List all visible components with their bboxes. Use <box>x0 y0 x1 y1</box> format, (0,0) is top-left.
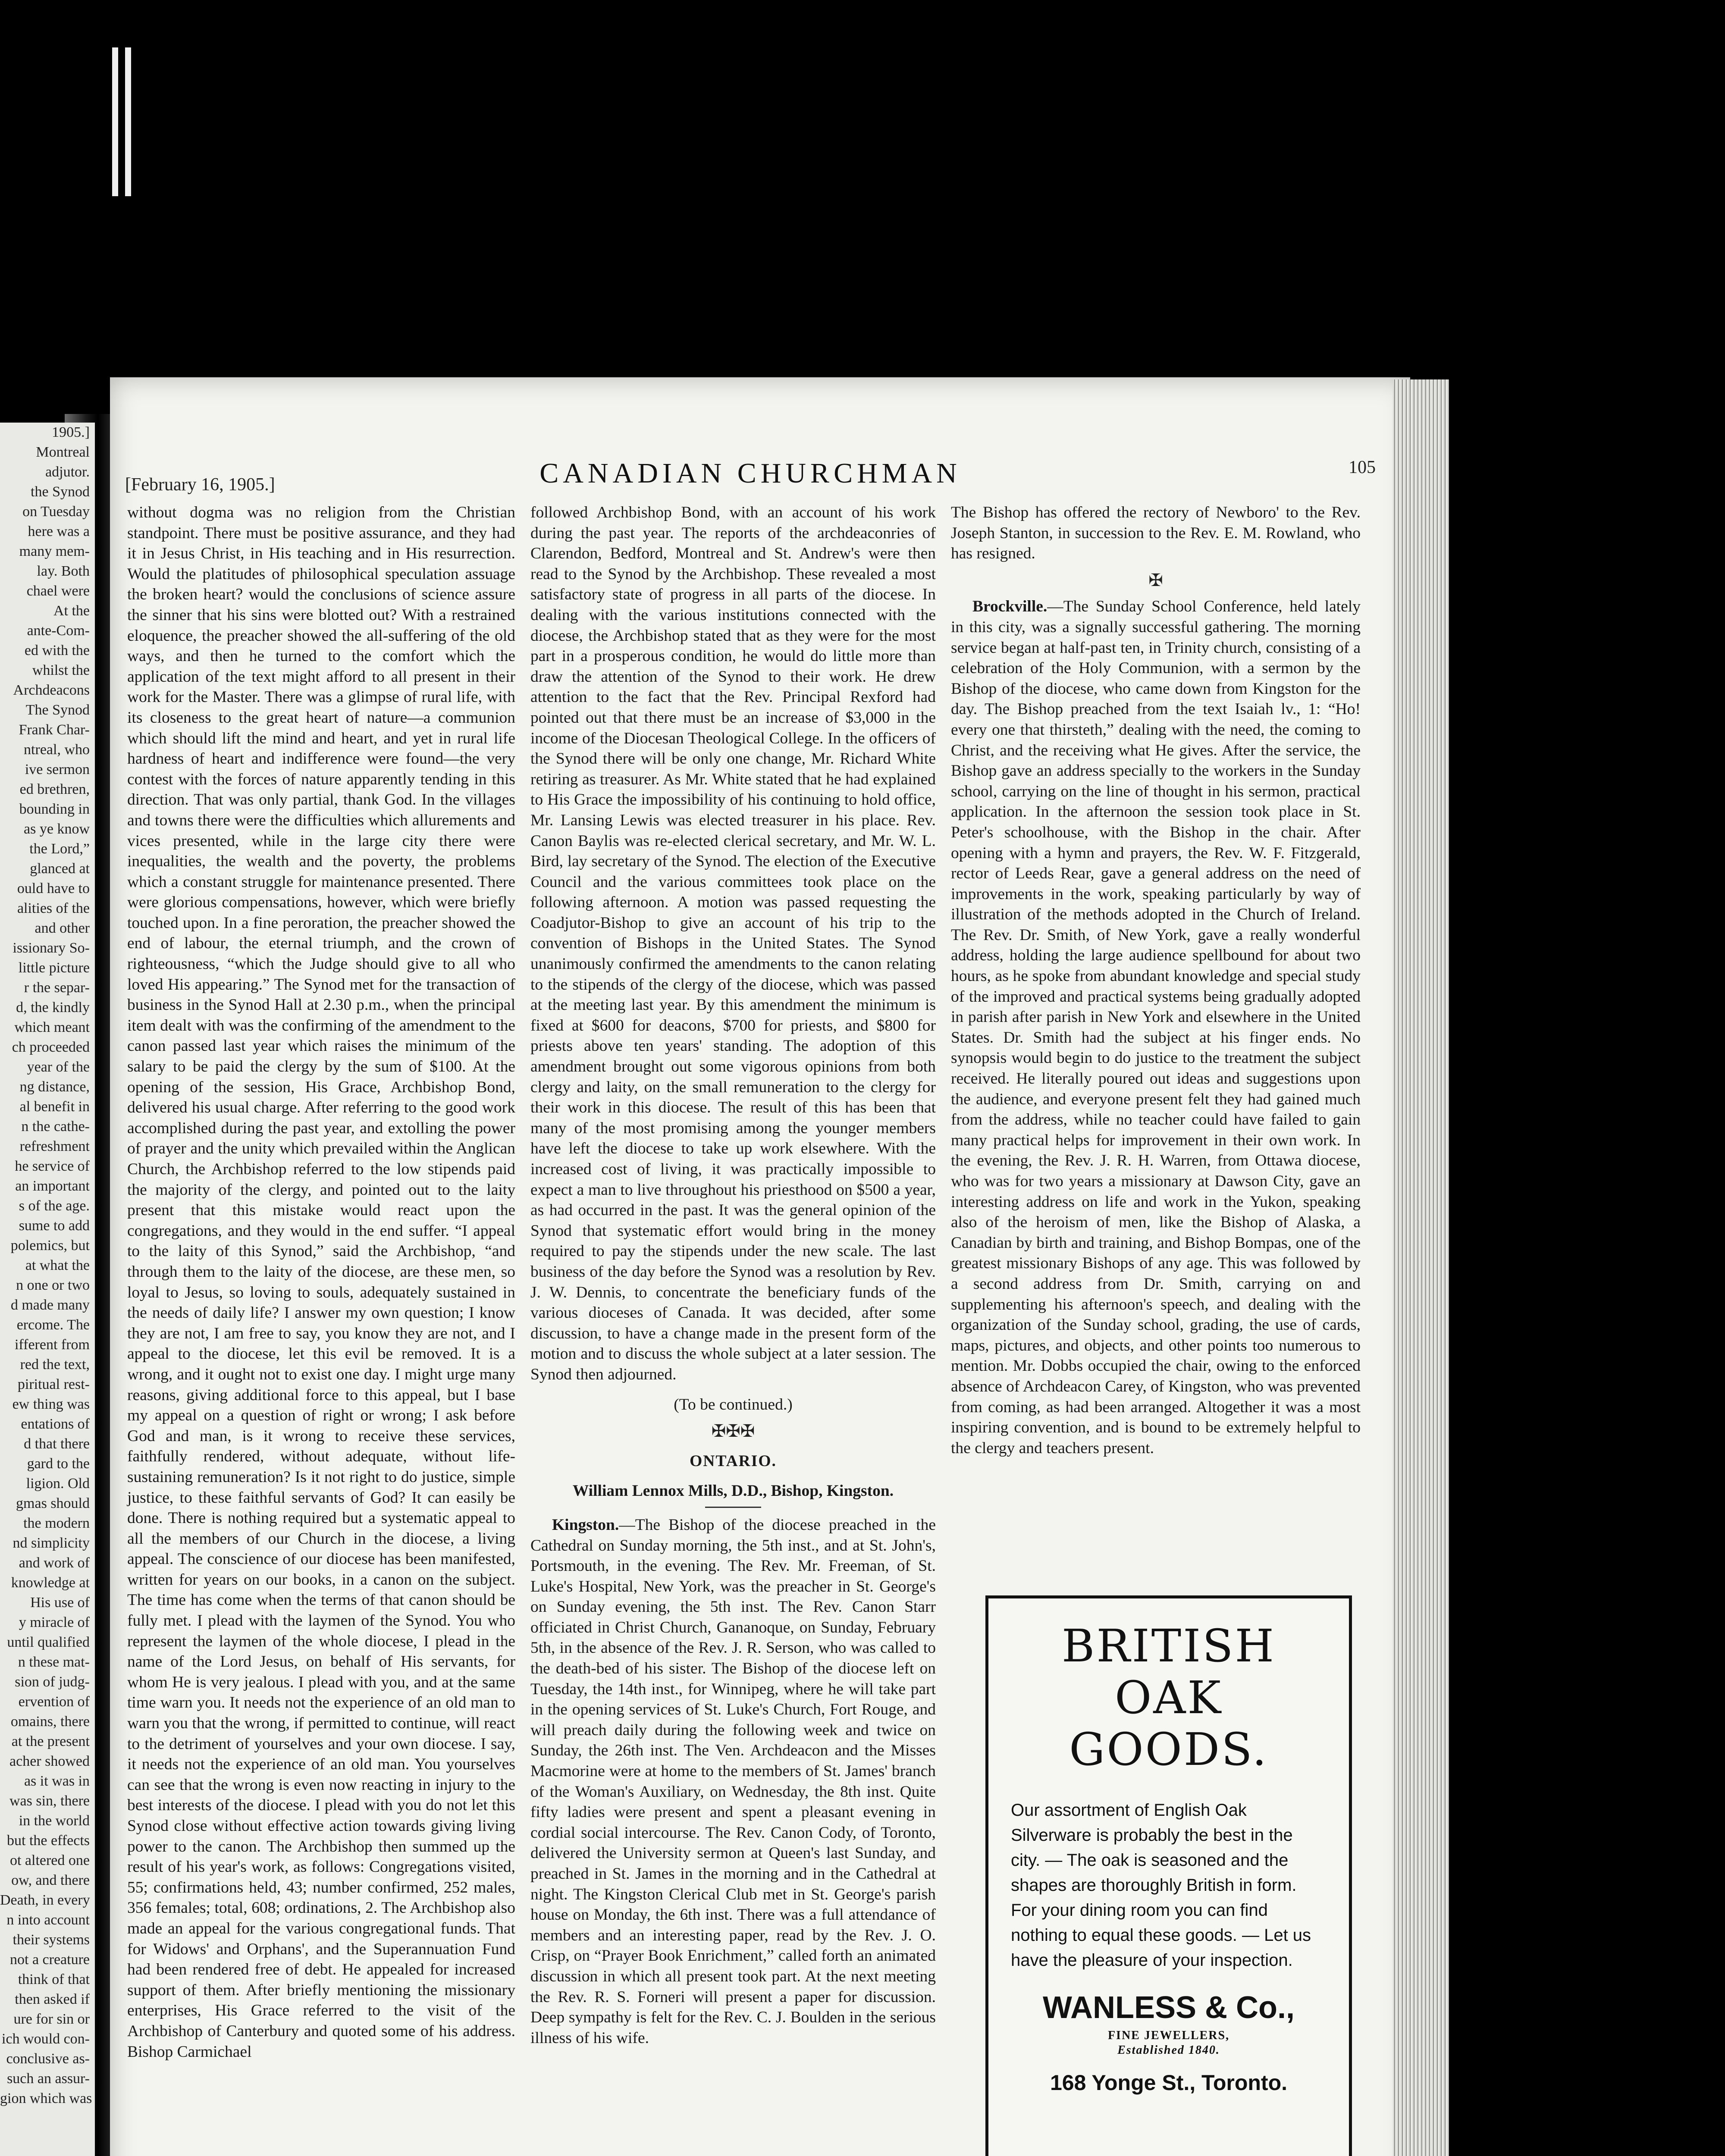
left-page-line: little picture <box>18 960 90 976</box>
brockville-lead: Brockville. <box>972 598 1048 616</box>
left-page-line: the Synod <box>31 484 90 500</box>
left-page-line: year of the <box>27 1059 90 1075</box>
left-page-line: n these mat- <box>18 1654 90 1670</box>
left-page-line: at what the <box>25 1257 90 1273</box>
left-page-line: alities of the <box>17 900 90 916</box>
left-page-line: the modern <box>23 1515 90 1531</box>
left-page-line: as ye know <box>24 821 90 837</box>
left-page-line: entations of <box>21 1416 90 1432</box>
left-page-line: he service of <box>15 1158 90 1174</box>
left-page-line: ew thing was <box>12 1396 90 1412</box>
left-page-line: y miracle of <box>19 1614 90 1630</box>
left-page-line: then asked if <box>15 1991 90 2007</box>
ornament-divider: ✠ <box>1148 570 1163 590</box>
left-page-line: Frank Char- <box>19 722 90 738</box>
left-page-line: red the text, <box>20 1357 90 1373</box>
left-page-line: omains, there <box>10 1714 90 1730</box>
ad-company: WANLESS & Co., <box>1042 1990 1295 2025</box>
brockville-text: —The Sunday School Conference, held lately in this city, was a signally successful gathering. The morning service began at half-past ten, in Trinity church, consisting of a celebration of the Holy Communion, with a sermon by the Bishop of the diocese, who came down from Kingston for the day. The Bishop preached from the text Isaiah lv., 1: “Ho! every one that thirsteth,” dealing with the need, the coming to Christ, and the receiving what He gives. After the service, the Bishop gave an address specially to the workers in the Sunday school, carrying on the line of thought in his sermon, practical application. In the afternoon the session took place in St. Peter's schoolhouse, with the Bishop in the chair. After opening with a hymn and prayers, the Rev. W. F. Fitzgerald, rector of Leeds Rear, gave a general address on the need of improvements in the work, speaking particularly by way of illustration of the methods adopted in the Church of Ireland. The Rev. Dr. Smith, of New York, gave a really wonderful address, holding the large audience spellbound for about two hours, as he spoke from abundant knowledge and special study of the improved and practical systems being gradually adopted in parish after parish in New York and elsewhere in the United States. Dr. Smith had the subject at his finger ends. No synopsis would begin to do justice to the treatment the subject received. He literally poured out ideas and suggestions upon the audience, and everyone present felt they had gained much from the address, while no teacher could have failed to gain many practical helps for improvement in their own work. In the evening, the Rev. J. R. H. Warren, from Ottawa diocese, who was for two years a missionary at Dawson City, gave an interesting address on life and work in the Yukon, speaking also of the heroism of men, like the Bishop of Alaska, a Canadian by birth and training, and Bishop Bompas, one of the greatest missionary Bishops of any age. This was followed by a second address from Dr. Smith, carrying on and supplementing his afternoon's speech, and dealing with the organization of the Sunday school, grading, the use of cards, maps, pictures, and objects, and other points too numerous to mention. Mr. Dobbs occupied the chair, owing to the enforced absence of Archdeacon Carey, of Kingston, who was prevented from coming, as had been arranged. Altogether it was a most inspiring convention, and is bound to be extremely helpful to the clergy and teachers present. <box>951 598 1361 1457</box>
left-page-line: in the world <box>19 1813 90 1829</box>
left-page-line: an important <box>15 1178 90 1194</box>
left-page-line: d made many <box>10 1297 90 1313</box>
ad-established: Established 1840. <box>1117 2043 1220 2057</box>
film-marker <box>125 47 131 196</box>
left-page-line: chael were <box>26 583 90 599</box>
film-marker <box>112 47 118 196</box>
page-stack-edge <box>1393 379 1449 2156</box>
issue-date: [February 16, 1905.] <box>125 475 275 495</box>
left-page-line: 1905.] <box>52 424 90 440</box>
left-page-line: nd simplicity <box>13 1535 90 1551</box>
section-heading-ontario: ONTARIO. <box>690 1452 777 1470</box>
page-header <box>125 448 1376 496</box>
column-2-text: followed Archbishop Bond, with an account of his work during the past year. The reports of the archdeaconries of Clarendon, Bedford, Montreal and St. Andrew's were then read to the Synod by the Archbishop. These revealed a most satisfactory state of progress in all parts of the diocese. In dealing with the various institutions connected with the diocese, the Archbishop stated that as they were for the most part in a prosperous condition, he would do little more than draw the attention of the Synod to their work. He drew attention to the fact that the Rev. Principal Rexford had pointed out that there must be an increase of $3,000 in the income of the Diocesan Theological College. In the officers of the Synod there will be only one change, Mr. Richard White retiring as treasurer. As Mr. White stated that he had explained to His Grace the impossibility of his continuing to hold office, Mr. Lansing Lewis was elected treasurer in his place. Rev. Canon Baylis was re-elected clerical secretary, and Mr. W. L. Bird, lay secretary of the Synod. The election of the Executive Council and the various committees took place on the following afternoon. A motion was passed requesting the Coadjutor-Bishop to give an account of his trip to the convention of Bishops in the United States. The Synod unanimously confirmed the amendments to the canon relating to the stipends of the clergy of the diocese, which was passed at the meeting last year. By this amendment the minimum is fixed at $600 for deacons, $700 for priests, and $800 for priests above ten years' standing. The adoption of this amendment brought out some vigorous opinions from both clergy and laity, on the small remuneration to the clergy for their work in this diocese. The result of this has been that many of the most promising among the younger members have left the diocese to take up work elsewhere. With the increased cost of living, it was practically impossible to expect a man to live throughout his priesthood on $500 a year, as had occurred in the past. It was the general opinion of the Synod that systematic effort would bring in the money required to pay the stipends under the new scale. The last business of the day before the Synod was a resolution by Rev. J. W. Dennis, to concentrate the beneficiary funds of the various dioceses of Canada. It was decided, after some discussion, to have a change made in the present form of the motion and to discuss the whole subject at a later session. The Synod then adjourned. <box>530 504 936 1383</box>
ad-headline-line1: BRITISH OAK <box>1061 1620 1276 1724</box>
column-1 <box>127 502 515 2156</box>
left-page-line: ante-Com- <box>27 623 90 639</box>
left-page-line: ot altered one <box>9 1852 90 1868</box>
left-page-line: not a creature <box>10 1952 90 1968</box>
left-page-line: s of the age. <box>19 1198 90 1214</box>
left-page-line: Death, in every <box>0 1892 90 1908</box>
left-page-line: and work of <box>19 1555 90 1571</box>
left-page-line: ch proceeded <box>12 1039 90 1055</box>
kingston-lead: Kingston. <box>552 1516 619 1534</box>
left-page-line: sume to add <box>19 1218 90 1234</box>
left-page-line: n into account <box>6 1912 90 1928</box>
left-page-line: which meant <box>14 1019 90 1035</box>
left-page-line: ng distance, <box>19 1079 90 1095</box>
left-page-line: Montreal <box>36 444 90 460</box>
divider-rule <box>705 1507 761 1508</box>
left-page-line: piritual rest- <box>17 1376 90 1392</box>
left-page-line: adjutor. <box>45 464 90 480</box>
ornament-divider: ✠✠✠ <box>711 1421 755 1441</box>
left-page-line: and other <box>34 920 90 936</box>
left-page-line: many mem- <box>19 543 90 559</box>
left-page-line: until qualified <box>7 1634 90 1650</box>
left-page-line: ow, and there <box>11 1872 90 1888</box>
left-page-line: d that there <box>24 1436 90 1452</box>
left-page-line: issionary So- <box>13 940 90 956</box>
left-page-line: n one or two <box>16 1277 90 1293</box>
left-page-line: was sin, there <box>9 1793 90 1809</box>
left-page-line: as it was in <box>24 1773 90 1789</box>
left-page-line: ercome. The <box>16 1317 90 1333</box>
left-page-line: gmas should <box>16 1495 90 1511</box>
left-page-line: ive sermon <box>25 761 90 777</box>
left-page-line: r the separ- <box>24 980 90 996</box>
left-page-line: Archdeacons <box>13 682 90 698</box>
left-page-line: glanced at <box>30 861 90 877</box>
left-page-line: ligion. Old <box>26 1476 90 1492</box>
left-page-line: such an assur- <box>7 2071 90 2087</box>
ad-headline-line2: GOODS. <box>1069 1723 1268 1776</box>
left-page-line: refreshment <box>19 1138 90 1154</box>
left-page-fragment <box>0 423 95 2156</box>
left-page-line: acher showed <box>9 1753 90 1769</box>
left-page-line: n the cathe- <box>21 1119 90 1134</box>
left-page-line: d, the kindly <box>16 1000 90 1015</box>
left-page-line: ntreal, who <box>24 742 90 758</box>
kingston-article <box>530 1515 936 2048</box>
left-page-line: on Tuesday <box>22 504 90 520</box>
left-page-line: The Synod <box>25 702 90 718</box>
left-page-line: at the present <box>11 1733 90 1749</box>
ad-address: 168 Yonge St., Toronto. <box>1050 2071 1288 2095</box>
newboro-notice: The Bishop has offered the rectory of Newboro' to the Rev. Joseph Stanton, in succession to the Rev. E. M. Rowland, who has resigned. <box>951 504 1361 563</box>
left-page-line: ed brethren, <box>19 781 90 797</box>
left-page-line: ervention of <box>18 1694 90 1710</box>
left-page-line: ure for sin or <box>13 2011 90 2027</box>
left-page-line: lay. Both <box>37 563 90 579</box>
column-2 <box>530 502 936 2156</box>
left-page-line: ich would con- <box>2 2031 90 2047</box>
ad-body: Our assortment of English Oak Silverware is probably the best in the city. — The oak is seasoned and the shapes are thoroughly British in form. For your dining room you can find nothing to equal these goods. — Let us have the pleasure of your inspection. <box>1011 1801 1311 1970</box>
page-number: 105 <box>1349 458 1376 477</box>
wanless-advertisement <box>985 1595 1352 2156</box>
ad-tagline: FINE JEWELLERS, <box>1107 2029 1230 2042</box>
left-page-line: here was a <box>28 523 90 539</box>
left-page-line: knowledge at <box>11 1575 90 1591</box>
left-page-line: gard to the <box>27 1456 90 1472</box>
kingston-text: —The Bishop of the diocese preached in the Cathedral on Sunday morning, the 5th inst., and at St. John's, Portsmouth, in the evening. The Rev. Mr. Freeman, of St. Luke's Hospital, New York, was the preacher in St. George's on Sunday evening, the 5th inst. The Rev. Canon Starr officiated in Christ Church, Gananoque, on Sunday, February 5th, in the absence of the Rev. J. R. Serson, who was called to the death-bed of his sister. The Bishop of the diocese left on Tuesday, the 14th inst., for Winnipeg, where he will take part in the opening services of St. Luke's Church, Fort Rouge, and will preach daily during the following week and twice on Sunday, the 26th inst. The Ven. Archdeacon and the Misses Macmorine were at home to the members of St. James' branch of the Woman's Auxiliary, on Wednesday, the 8th inst. Quite fifty ladies were present and spent a pleasant evening in cordial social intercourse. The Rev. Canon Cody, of Toronto, delivered the University sermon at Queen's last Sunday, and preached in St. James in the morning and in the Cathedral at night. The Kingston Clerical Club met in St. George's parish house on Monday, the 6th inst. There was a full attendance of members and an interesting paper, read by the Rev. J. O. Crisp, on “Prayer Book Enrichment,” called forth an animated discussion in which all present took part. At the next meeting the Rev. R. S. Forneri will present a paper for discussion. Deep sympathy is felt for the Rev. C. J. Boulden in the serious illness of his wife. <box>530 1516 936 2047</box>
left-page-line: think of that <box>18 1971 90 1987</box>
left-page-line: bounding in <box>19 801 90 817</box>
left-page-line: the Lord,” <box>29 841 90 857</box>
left-page-line: their systems <box>13 1932 90 1948</box>
left-page-line: whilst the <box>32 662 90 678</box>
left-page-line: polemics, but <box>10 1238 90 1253</box>
left-page-line: ifferent from <box>14 1337 90 1353</box>
left-page-line: ed with the <box>24 642 90 658</box>
left-page-line: ould have to <box>17 881 90 896</box>
brockville-article <box>951 596 1361 1458</box>
left-page-line: al benefit in <box>19 1099 90 1115</box>
bishop-byline: William Lennox Mills, D.D., Bishop, Kingston. <box>572 1482 894 1500</box>
left-page-line: but the effects <box>7 1833 90 1849</box>
left-page-line: His use of <box>30 1595 90 1611</box>
left-page-line: sion of judg- <box>15 1674 90 1690</box>
masthead-title: CANADIAN CHURCHMAN <box>539 458 961 489</box>
to-be-continued: (To be continued.) <box>674 1395 793 1413</box>
column-1-text: without dogma was no religion from the Christian standpoint. There must be positive assurance, and they had it in Jesus Christ, in His teaching and in His resurrection. Would the platitudes of philosophical speculation assuage the broken heart? would the conclusions of science assure the sinner that his sins were blotted out? With a restrained eloquence, the preacher showed the all-suffering of the old ways, and then he turned to the comfort which the application of the text might afford to all present in their work for the Master. There was a glimpse of rural life, with its closeness to the great heart of nature—a communion which should lift the mind and heart, and yet in rural life hardness of heart and indifference were found—the very contest with the forces of nature apparently tending in this direction. That was only partial, thank God. In the villages and towns there were the difficulties which allurements and vices presented, while in the large city there were inequalities, the wealth and the poverty, the problems which a constant struggle for maintenance presented. There were glorious compensations, however, which were briefly touched upon. In a fine peroration, the preacher showed the end of labour, the eternal triumph, and the crown of righteousness, “which the Judge should give to all who loved His appearing.” The Synod met for the transaction of business in the Synod Hall at 2.30 p.m., when the principal item dealt with was the confirming of the amendment to the canon passed last year which raises the minimum of the salary to be paid the clergy by the sum of $100. At the opening of the session, His Grace, Archbishop Bond, delivered his usual charge. After referring to the good work accomplished during the past year, and extolling the power of prayer and the unity which prevailed within the Anglican Church, the Archbishop referred to the low stipends paid the majority of the clergy, and pointed out to the laity present that this mistake would react upon the congregations, and they would in the end suffer. “I appeal to the laity of this Synod,” said the Archbishop, “and through them to the laity of the diocese, are these men, so loyal to Jesus, so loving to souls, adequately sustained in the needs of daily life? I answer my own question; I know they are not, I am free to say, you know they are not, and I appeal to the diocese, let this evil be removed. It is a wrong, and it ought not to exist one day. I might urge many reasons, giving additional force to this appeal, but I base my appeal on a question of right or wrong; I ask before God and man, is it wrong to receive these services, faithfully rendered, without adequate, without life-sustaining remuneration? Is it not right to do justice, simple justice, to these faithful servants of God? It can easily be done. There is nothing required but a systematic appeal to all the members of our Church in the diocese, a living appeal. The conscience of our diocese has been manifested, written for years on our books, in a canon on the subject. The time has come when the terms of that canon should be fully met. I plead with the laymen of the Synod. You who represent the laymen of the whole diocese, I plead in the name of the Lord Jesus, on behalf of His servants, for whom He is very jealous. I plead with you, and at the same time warn you. It needs not the experience of an old man to warn you that the wrong, if permitted to continue, will react to the detriment of yourselves and your own diocese. I say, it needs not the experience of an old man. You yourselves can see that the wrong is even now reacting in injury to the best interests of the diocese. I plead with you do not let this Synod close without effective action towards giving living power to the canon. The Archbishop then summed up the result of his year's work, as follows: Congregations visited, 55; confirmations held, 43; number confirmed, 252 males, 356 females; total, 608; ordinations, 2. The Archbishop also made an appeal for the various congregational funds. That for Widows' and Orphans', and the Superannuation Fund had been rendered free of debt. He appealed for increased support of them. After briefly mentioning the missionary enterprises, His Grace referred to the visit of the Archbishop of Canterbury and quoted some of his address. Bishop Carmichael <box>127 504 515 2061</box>
left-page-line: gion which was <box>0 2090 92 2106</box>
left-page-line: conclusive as- <box>6 2051 90 2067</box>
left-page-line: At the <box>53 603 90 619</box>
